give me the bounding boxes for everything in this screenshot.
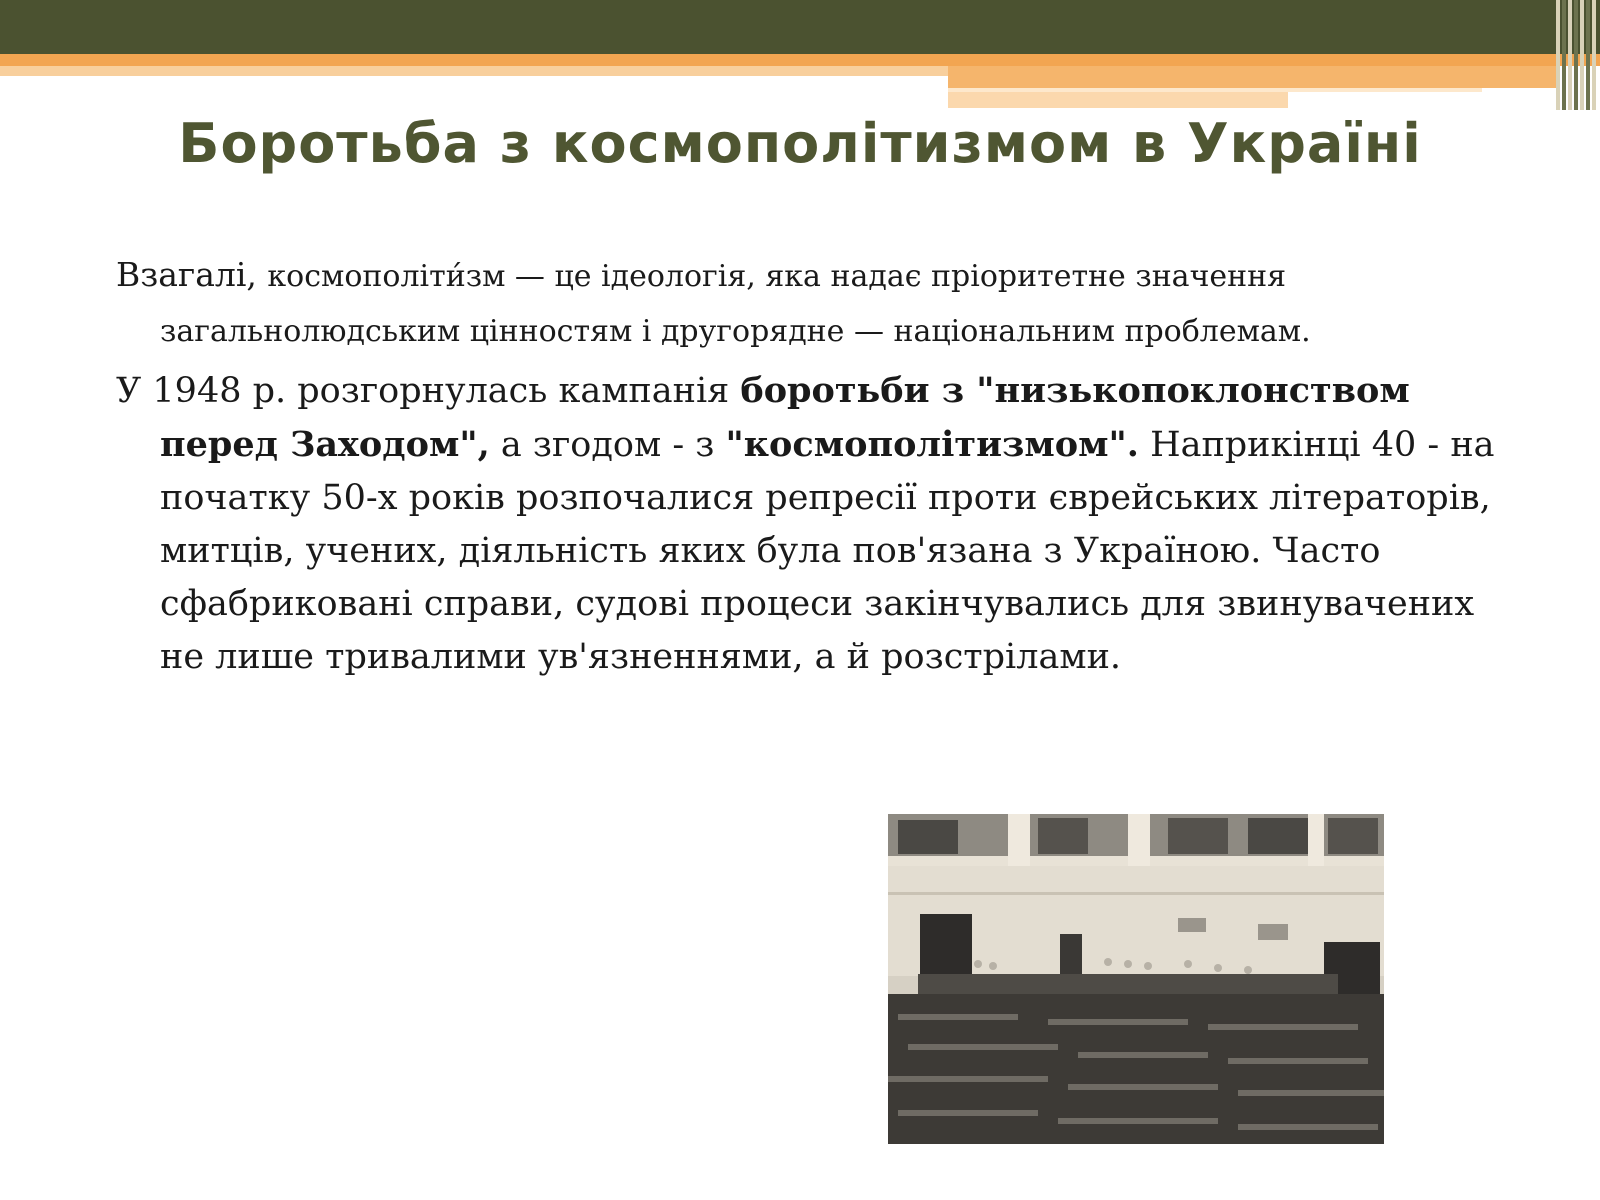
campaign-bold-1: боротьби з "низькопоклонством перед Заходом", xyxy=(160,370,1410,465)
stripe xyxy=(1562,0,1566,110)
slide-body xyxy=(116,248,1496,690)
header-band-orange-light xyxy=(0,66,950,76)
stripe xyxy=(1586,0,1590,110)
definition-lead: Взагалі, xyxy=(116,255,268,294)
stripe xyxy=(1574,0,1578,110)
stripe xyxy=(1592,0,1596,110)
campaign-text-1: У 1948 р. розгорнулась кампанія xyxy=(116,371,741,411)
definition-text: космополіти́зм — це ідеологія, яка надає пріоритетне значення загальнолюдським цінностям і другорядне — національним проблемам. xyxy=(160,259,1311,349)
photo-illustration xyxy=(888,814,1384,1144)
header-band-orange xyxy=(0,54,1600,66)
slide-title: Боротьба з космополітизмом в Україні xyxy=(178,112,1422,175)
corner-stripes xyxy=(1556,0,1600,110)
header-band-dark xyxy=(0,0,1600,54)
stripe xyxy=(1568,0,1572,110)
stripe xyxy=(1556,0,1560,110)
campaign-text-3: Наприкінці 40 - на початку 50-х років розпочалися репресії проти єврейських літераторів, митців, учених, діяльність яких була пов'язана з Україною. Часто сфабриковані справи, судові процеси закінчувались для звинувачених не лише тривалими ув'язненнями, а й розстрілами. xyxy=(160,425,1495,677)
campaign-bold-2: "космополітизмом". xyxy=(725,424,1139,465)
header-band-lower-right xyxy=(948,92,1288,108)
campaign-text-2: а згодом - з xyxy=(489,425,726,465)
definition-paragraph xyxy=(116,248,1496,358)
assembly-hall-photo xyxy=(888,814,1384,1144)
campaign-paragraph xyxy=(116,364,1496,684)
stripe xyxy=(1580,0,1584,110)
header-band-orange-right xyxy=(948,66,1560,88)
